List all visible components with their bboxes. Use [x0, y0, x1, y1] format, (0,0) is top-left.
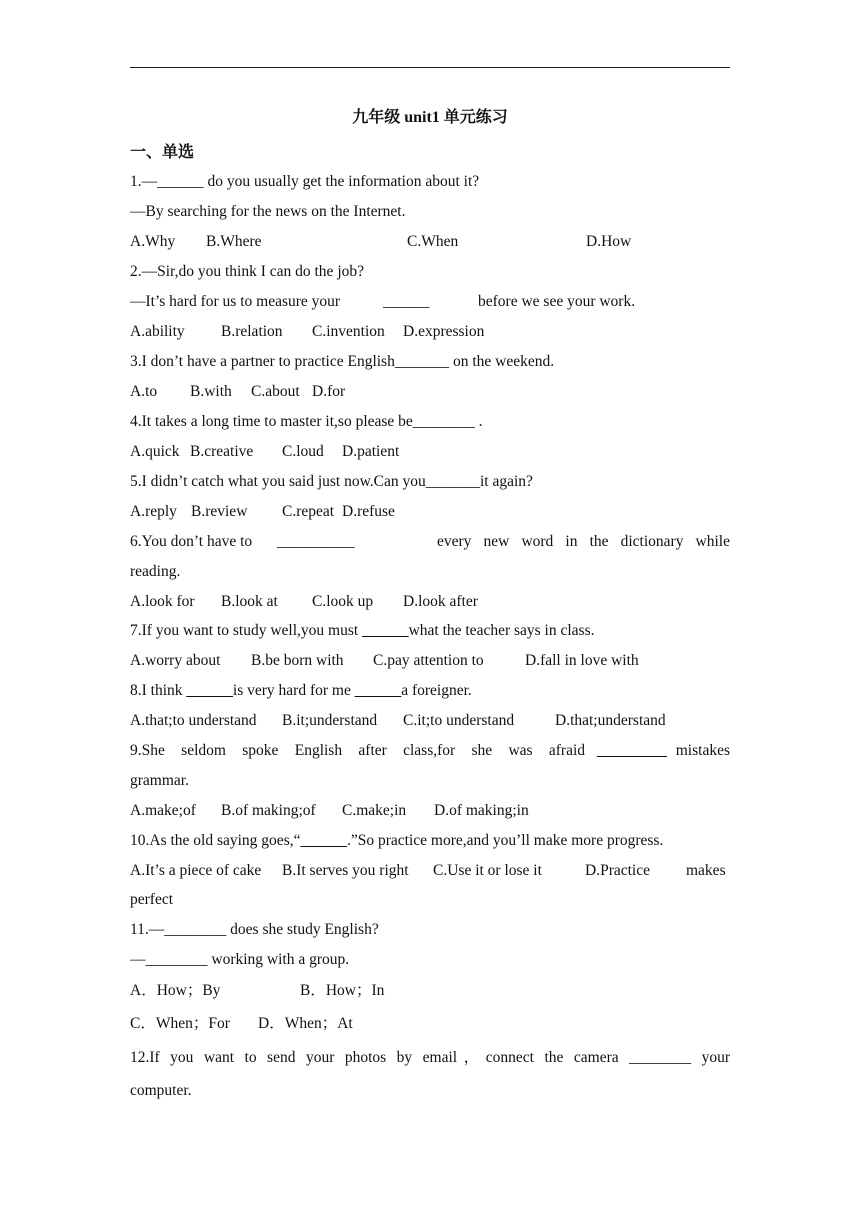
stem-text-mid: is very hard for me: [232, 682, 351, 699]
option-b: B.Where: [206, 233, 262, 250]
page-title: 九年级 unit1 单元练习: [352, 109, 508, 126]
option-d: D.refuse: [342, 503, 395, 520]
option-c: C.When: [407, 233, 459, 250]
option-a: A.worry about: [130, 652, 221, 669]
option-b: B.of making;of: [221, 802, 316, 819]
option-b: B.with: [190, 383, 232, 400]
option-c: C.invention: [312, 323, 385, 340]
stem-text-end: every new word in the dictionary while: [437, 533, 730, 550]
stem-text-end: .”So practice more,and you’ll make more progress.: [346, 832, 664, 849]
option-d: D.patient: [342, 443, 400, 460]
option-b: B.It serves you right: [282, 862, 409, 879]
question-6-continuation: reading.: [130, 563, 181, 580]
blank: ______: [362, 622, 409, 639]
stem-text-end: what the teacher says in class.: [408, 622, 595, 639]
option-b: B.be born with: [251, 652, 344, 669]
question-5-stem: [130, 471, 730, 493]
blank: _______: [425, 473, 480, 490]
option-a: A.make;of: [130, 802, 196, 819]
blank: _________: [597, 742, 667, 759]
option-b: B.creative: [190, 443, 254, 460]
option-c: C.make;in: [342, 802, 407, 819]
answer-text: —It’s hard for us to measure your: [130, 293, 341, 310]
option-c: C．When；For: [130, 1015, 230, 1032]
question-10-continuation: perfect: [130, 891, 174, 908]
stem-text: 6.You don’t have to: [130, 533, 253, 550]
option-b: B.relation: [221, 323, 283, 340]
stem-text: 9.She seldom spoke English after class,for she was afraid: [130, 742, 585, 759]
question-9-continuation: grammar.: [130, 772, 189, 789]
option-d-continued: makes: [686, 862, 726, 879]
option-b: B.it;understand: [282, 712, 378, 729]
option-a: A.reply: [130, 503, 177, 520]
blank: __________: [277, 533, 355, 550]
stem-text: 8.I think: [130, 682, 183, 699]
question-8-stem: [130, 680, 730, 702]
stem-text-end: mistakes: [675, 742, 730, 759]
option-c: C.it;to understand: [403, 712, 515, 729]
stem-text: 10.As the old saying goes,“: [130, 832, 301, 849]
option-b: B.look at: [221, 593, 278, 610]
option-c: C.pay attention to: [373, 652, 484, 669]
option-a: A.quick: [130, 443, 180, 460]
blank-1: ______: [186, 682, 233, 699]
stem-text-end: a foreigner.: [401, 682, 472, 699]
question-1-stem: 1.—______ do you usually get the information about it?: [130, 173, 480, 190]
question-12-stem: 12.If you want to send your photos by email，connect the camera ________ your: [130, 1049, 730, 1066]
question-11-answer-line: —________ working with a group.: [130, 951, 350, 968]
option-d: D．When；At: [258, 1015, 353, 1032]
option-a: A.that;to understand: [130, 712, 257, 729]
option-a: A．How；By: [130, 982, 221, 999]
question-7-stem: [130, 620, 730, 642]
option-c: C.loud: [282, 443, 324, 460]
question-3-stem: 3.I don’t have a partner to practice English_______ on the weekend.: [130, 353, 555, 370]
option-c: C.look up: [312, 593, 374, 610]
question-10-stem: [130, 830, 730, 852]
option-d: D.How: [586, 233, 632, 250]
question-4-stem: 4.It takes a long time to master it,so please be________ .: [130, 413, 483, 430]
option-c: C.about: [251, 383, 300, 400]
question-2-stem: 2.—Sir,do you think I can do the job?: [130, 263, 364, 280]
option-d: D.look after: [403, 593, 478, 610]
option-b: B．How；In: [300, 982, 385, 999]
blank: ______: [383, 293, 430, 310]
answer-text-end: before we see your work.: [478, 293, 636, 310]
option-d: D.that;understand: [555, 712, 666, 729]
option-a: A.look for: [130, 593, 195, 610]
blank: ______: [300, 832, 347, 849]
option-a: A.ability: [130, 323, 185, 340]
option-d: D.fall in love with: [525, 652, 639, 669]
option-d: D.expression: [403, 323, 485, 340]
question-11-stem: 11.—________ does she study English?: [130, 921, 379, 938]
option-a: A.Why: [130, 233, 176, 250]
option-c: C.repeat: [282, 503, 335, 520]
option-a: A.It’s a piece of cake: [130, 862, 262, 879]
option-d: D.of making;in: [434, 802, 529, 819]
option-b: B.review: [191, 503, 248, 520]
stem-text: 7.If you want to study well,you must: [130, 622, 359, 639]
option-a: A.to: [130, 383, 158, 400]
question-12-continuation: computer.: [130, 1082, 192, 1099]
stem-text-end: it again?: [480, 473, 533, 490]
section-heading: 一、单选: [130, 144, 195, 161]
option-d: D.for: [312, 383, 346, 400]
question-1-answer-line: —By searching for the news on the Internet.: [130, 203, 406, 220]
stem-text: 5.I didn’t catch what you said just now.Can you: [130, 473, 426, 490]
option-c: C.Use it or lose it: [433, 862, 542, 879]
header-rule: [130, 67, 730, 68]
option-d: D.Practice: [585, 862, 650, 879]
blank-2: ______: [354, 682, 402, 699]
